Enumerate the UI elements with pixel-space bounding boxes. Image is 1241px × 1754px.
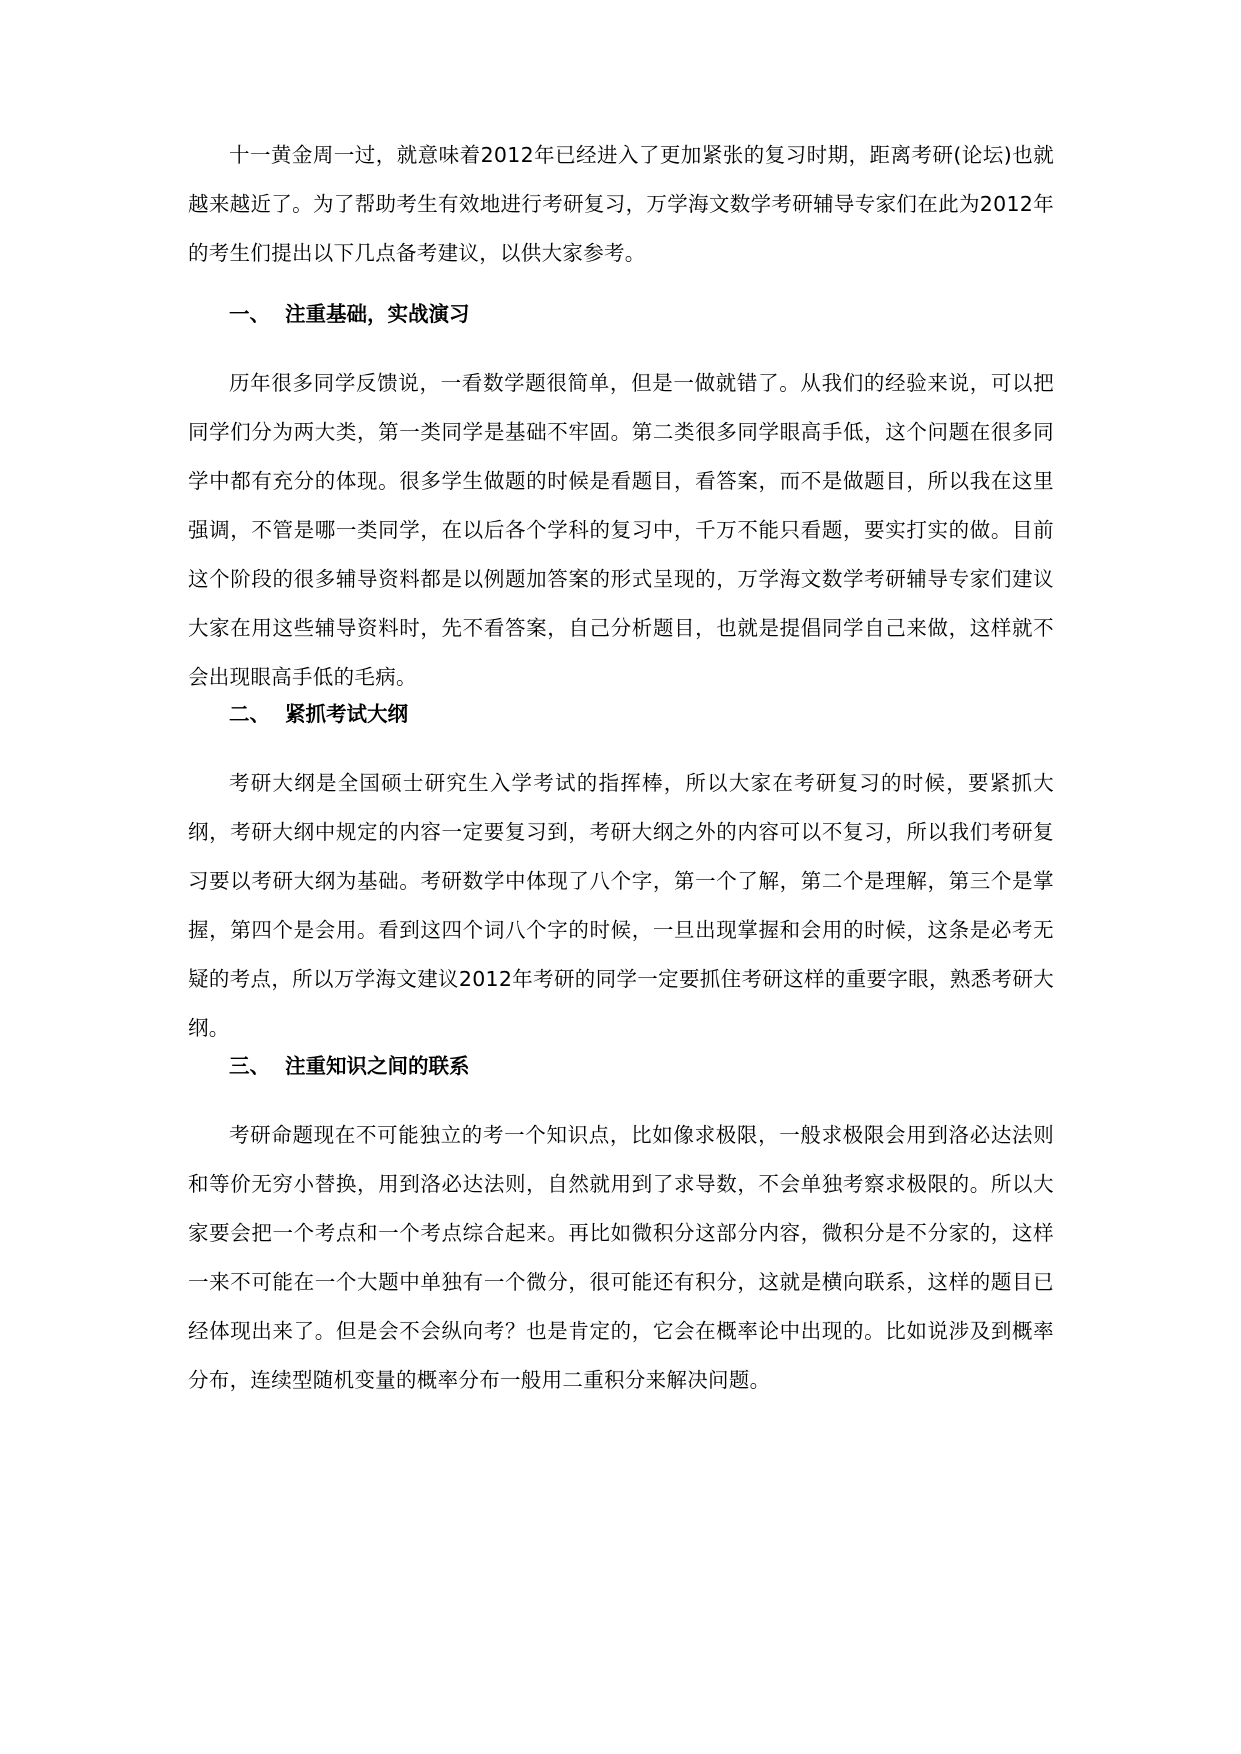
section-2-paragraph: 考研大纲是全国硕士研究生入学考试的指挥棒，所以大家在考研复习的时候，要紧抓大纲，考研大纲中规定的内容一定要复习到，考研大纲之外的内容可以不复习，所以我们考研复习要以考研大纲为基础。考研数学中体现了八个字，第一个了解，第二个是理解，第三个是掌握，第四个是会用。看到这四个词八个字的时候，一旦出现掌握和会用的时候，这条是必考无疑的考点，所以万学海文建议2012年考研的同学一定要抓住考研这样的重要字眼，熟悉考研大纲。 <box>188 771 1054 1040</box>
section-title: 紧抓考试大纲 <box>285 702 408 726</box>
section-heading-2 <box>229 690 929 739</box>
section-heading-1 <box>229 290 929 339</box>
intro-paragraph: 十一黄金周一过，就意味着2012年已经进入了更加紧张的复习时期，距离考研(论坛)也就越来越近了。为了帮助考生有效地进行考研复习，万学海文数学考研辅导专家们在此为2012年的考生们提出以下几点备考建议，以供大家参考。 <box>188 143 1054 265</box>
section-number: 一、 <box>229 302 270 326</box>
section-title: 注重知识之间的联系 <box>285 1054 470 1078</box>
section-number: 二、 <box>229 702 270 726</box>
section-number: 三、 <box>229 1054 270 1078</box>
section-3-paragraph: 考研命题现在不可能独立的考一个知识点，比如像求极限，一般求极限会用到洛必达法则和等价无穷小替换，用到洛必达法则，自然就用到了求导数，不会单独考察求极限的。所以大家要会把一个考点和一个考点综合起来。再比如微积分这部分内容，微积分是不分家的，这样一来不可能在一个大题中单独有一个微分，很可能还有积分，这就是横向联系，这样的题目已经体现出来了。但是会不会纵向考？也是肯定的，它会在概率论中出现的。比如说涉及到概率分布，连续型随机变量的概率分布一般用二重积分来解决问题。 <box>188 1123 1054 1392</box>
section-1-paragraph: 历年很多同学反馈说，一看数学题很简单，但是一做就错了。从我们的经验来说，可以把同学们分为两大类，第一类同学是基础不牢固。第二类很多同学眼高手低，这个问题在很多同学中都有充分的体现。很多学生做题的时候是看题目，看答案，而不是做题目，所以我在这里强调，不管是哪一类同学，在以后各个学科的复习中，千万不能只看题，要实打实的做。目前这个阶段的很多辅导资料都是以例题加答案的形式呈现的，万学海文数学考研辅导专家们建议大家在用这些辅导资料时，先不看答案，自己分析题目，也就是提倡同学自己来做，这样就不会出现眼高手低的毛病。 <box>188 371 1054 689</box>
section-heading-3 <box>229 1042 929 1091</box>
section-title: 注重基础，实战演习 <box>285 302 470 326</box>
